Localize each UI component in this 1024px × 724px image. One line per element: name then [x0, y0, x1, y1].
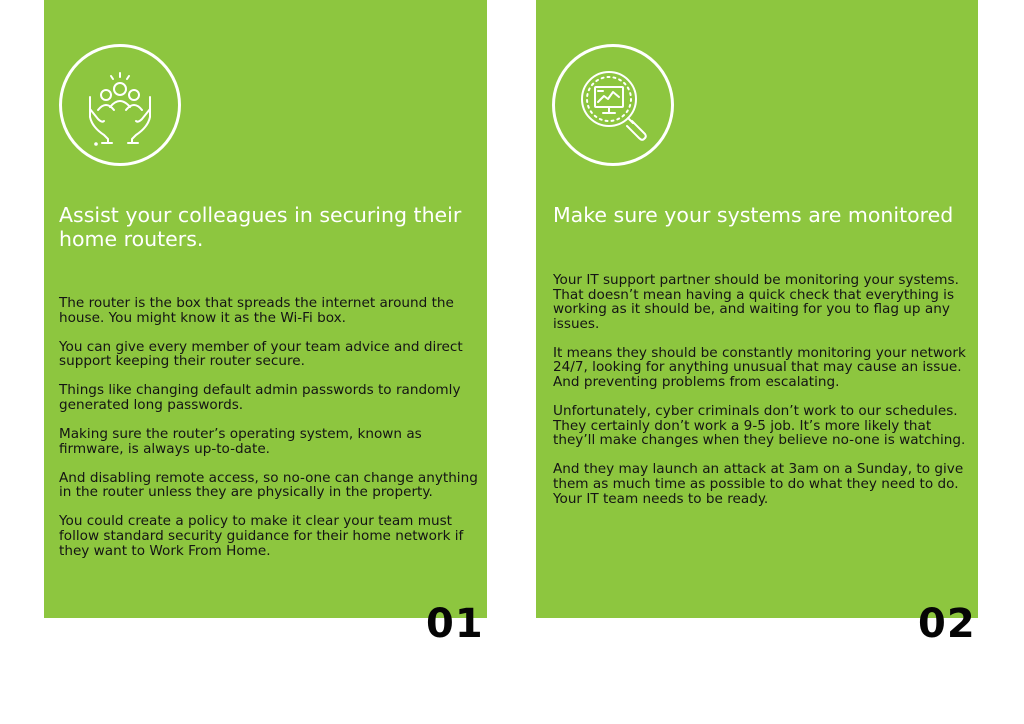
card-number: 01 [426, 601, 484, 647]
card-number: 02 [918, 601, 976, 647]
card-body [59, 296, 479, 573]
paragraph: Things like changing default admin passwords to randomly generated long passwords. [59, 382, 461, 413]
card-team-routers [44, 0, 487, 618]
paragraph: And disabling remote access, so no-one can change anything in the router unless they are physically in the property. [59, 469, 478, 501]
paragraph: You could create a policy to make it clear your team must follow standard security guidance for their home network if they want to Work From Home. [59, 513, 464, 559]
paragraph: You can give every member of your team advice and direct support keeping their router secure. [59, 338, 463, 370]
paragraph: Making sure the router’s operating system, known as firmware, is always up-to-date. [59, 426, 422, 457]
team-in-hands-icon [59, 44, 181, 166]
card-systems-monitored [536, 0, 978, 618]
paragraph: The router is the box that spreads the internet around the house. You might know it as the Wi-Fi box. [59, 295, 454, 326]
monitoring-magnifier-icon [552, 44, 674, 166]
paragraph: Your IT support partner should be monitoring your systems. That doesn’t mean having a quick check that everything is working as it should be, and waiting for you to flag up any issues. [553, 272, 959, 332]
card-title: Assist your colleagues in securing their home routers. [59, 203, 462, 251]
paragraph: And they may launch an attack at 3am on a Sunday, to give them as much time as possible to do what they need to do. Your IT team needs to be ready. [553, 461, 964, 507]
paragraph: It means they should be constantly monitoring your network 24/7, looking for anything unusual that may cause an issue. And preventing problems from escalating. [553, 344, 966, 391]
paragraph: Unfortunately, cyber criminals don’t work to our schedules. They certainly don’t work a 9-5 job. It’s more likely that they’ll make changes when they believe no-one is watching. [553, 403, 966, 449]
card-body [553, 273, 971, 521]
card-title: Make sure your systems are monitored [553, 203, 954, 227]
